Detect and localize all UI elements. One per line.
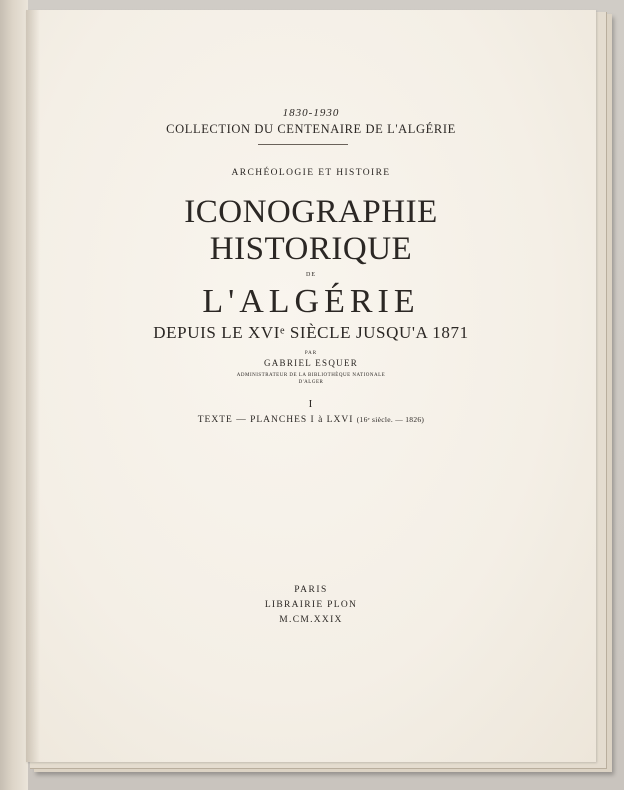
- centenary-years: 1830-1930: [282, 107, 340, 119]
- contents-detail: (16ᵉ siècle. — 1826): [356, 415, 425, 424]
- title-line-2: HISTORIQUE: [209, 231, 413, 267]
- connector-de: DE: [306, 272, 316, 278]
- author-role-line-2: D'ALGER: [298, 380, 324, 385]
- publication-city: PARIS: [294, 585, 328, 595]
- publisher-name: LIBRAIRIE PLON: [264, 600, 358, 610]
- contents-main: TEXTE — PLANCHES I à LXVI: [197, 415, 357, 425]
- publication-year: M.CM.XXIX: [279, 615, 343, 625]
- connector-par: PAR: [304, 351, 318, 356]
- collection-name: COLLECTION DU CENTENAIRE DE L'ALGÉRIE: [166, 122, 456, 136]
- subtitle: DEPUIS LE XVIᵉ SIÈCLE JUSQU'A 1871: [153, 323, 469, 342]
- volume-contents: [26, 415, 596, 425]
- divider-rule: [258, 144, 348, 145]
- title-line-3: L'ALGÉRIE: [202, 283, 420, 320]
- author-role: [26, 372, 596, 386]
- book-binding-edge: [0, 0, 28, 790]
- author-role-line-1: ADMINISTRATEUR DE LA BIBLIOTHÈQUE NATIONALE: [236, 373, 386, 378]
- volume-number: I: [308, 398, 314, 410]
- section-heading: ARCHÉOLOGIE ET HISTOIRE: [231, 168, 391, 178]
- title-page: [26, 10, 596, 762]
- title-line-1: ICONOGRAPHIE: [184, 194, 438, 230]
- author-name: GABRIEL ESQUER: [263, 358, 359, 368]
